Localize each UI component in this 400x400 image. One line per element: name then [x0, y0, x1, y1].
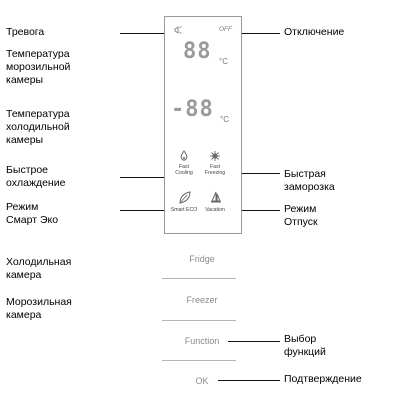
freezer-button-line-1: Морозильная — [6, 296, 72, 308]
freezer-temp-line-2: морозильной — [6, 61, 71, 73]
display-panel — [164, 16, 242, 234]
fast-freezing-icon — [209, 150, 221, 162]
fast-freezing-text-1: Fast — [209, 164, 221, 170]
ok-label: Подтверждение — [284, 373, 362, 385]
freezer-button-label — [6, 296, 72, 322]
smart-eco-label — [6, 201, 58, 227]
smart-eco-leaf-icon — [178, 191, 192, 204]
fast-cooling-text-2: Cooling — [175, 170, 193, 176]
fast-freezing-label — [284, 168, 335, 194]
function-line-1: Выбор — [284, 333, 317, 345]
fridge-temp-digits: -88 — [171, 97, 214, 122]
fridge-temp-label — [6, 108, 70, 147]
fast-cooling-label — [6, 164, 65, 190]
fast-cooling-text-1: Fast — [178, 164, 190, 170]
function-label — [284, 333, 326, 359]
fridge-temp-line-2: холодильной — [6, 121, 70, 133]
function-button[interactable]: Function — [184, 336, 220, 346]
fast-freezing-text-2: Freezing — [204, 170, 226, 176]
freezer-button-line-2: камера — [6, 309, 42, 321]
vacation-text: Vacation — [205, 207, 225, 213]
fast-cooling-line-1: Быстрое — [6, 164, 49, 176]
vacation-line-1: Режим — [284, 203, 317, 215]
fast-cooling-line-2: охлаждение — [6, 177, 66, 189]
vacation-line-2: Отпуск — [284, 216, 318, 228]
freezer-button-underline — [162, 320, 236, 321]
fridge-button-line-2: камера — [6, 269, 42, 281]
smart-eco-text: Smart ECO — [170, 207, 198, 213]
ok-button[interactable]: OK — [195, 376, 209, 386]
fridge-button[interactable]: Fridge — [189, 254, 215, 264]
off-indicator: OFF — [219, 26, 232, 33]
fast-freezing-line-2: заморозка — [284, 181, 335, 193]
freezer-temp-label — [6, 48, 70, 87]
fast-freezing-line-1: Быстрая — [284, 168, 326, 180]
fridge-temp-line-3: камеры — [6, 134, 44, 146]
vacation-label — [284, 203, 318, 229]
fast-freezing-text — [200, 164, 230, 176]
fast-cooling-text — [169, 164, 199, 176]
fridge-temp-line-1: Температура — [6, 108, 70, 120]
freezer-button[interactable]: Freezer — [186, 295, 218, 305]
freezer-temp-digits: 88 — [183, 39, 212, 64]
fridge-temp-unit: °C — [220, 115, 229, 124]
fridge-button-underline — [162, 278, 236, 279]
function-line-2: функций — [284, 346, 326, 358]
off-label: Отключение — [284, 26, 345, 38]
function-button-underline — [162, 360, 236, 361]
smart-eco-line-2: Смарт Эко — [6, 214, 59, 226]
alarm-icon — [173, 25, 183, 35]
smart-eco-line-1: Режим — [6, 201, 39, 213]
freezer-temp-line-1: Температура — [6, 48, 70, 60]
freezer-temp-line-3: камеры — [6, 74, 44, 86]
fast-cooling-icon — [178, 150, 190, 162]
vacation-sailboat-icon — [210, 191, 222, 204]
freezer-temp-unit: °C — [219, 57, 228, 66]
fridge-button-label — [6, 256, 71, 282]
fridge-button-line-1: Холодильная — [6, 256, 72, 268]
alarm-label: Тревога — [6, 26, 45, 38]
